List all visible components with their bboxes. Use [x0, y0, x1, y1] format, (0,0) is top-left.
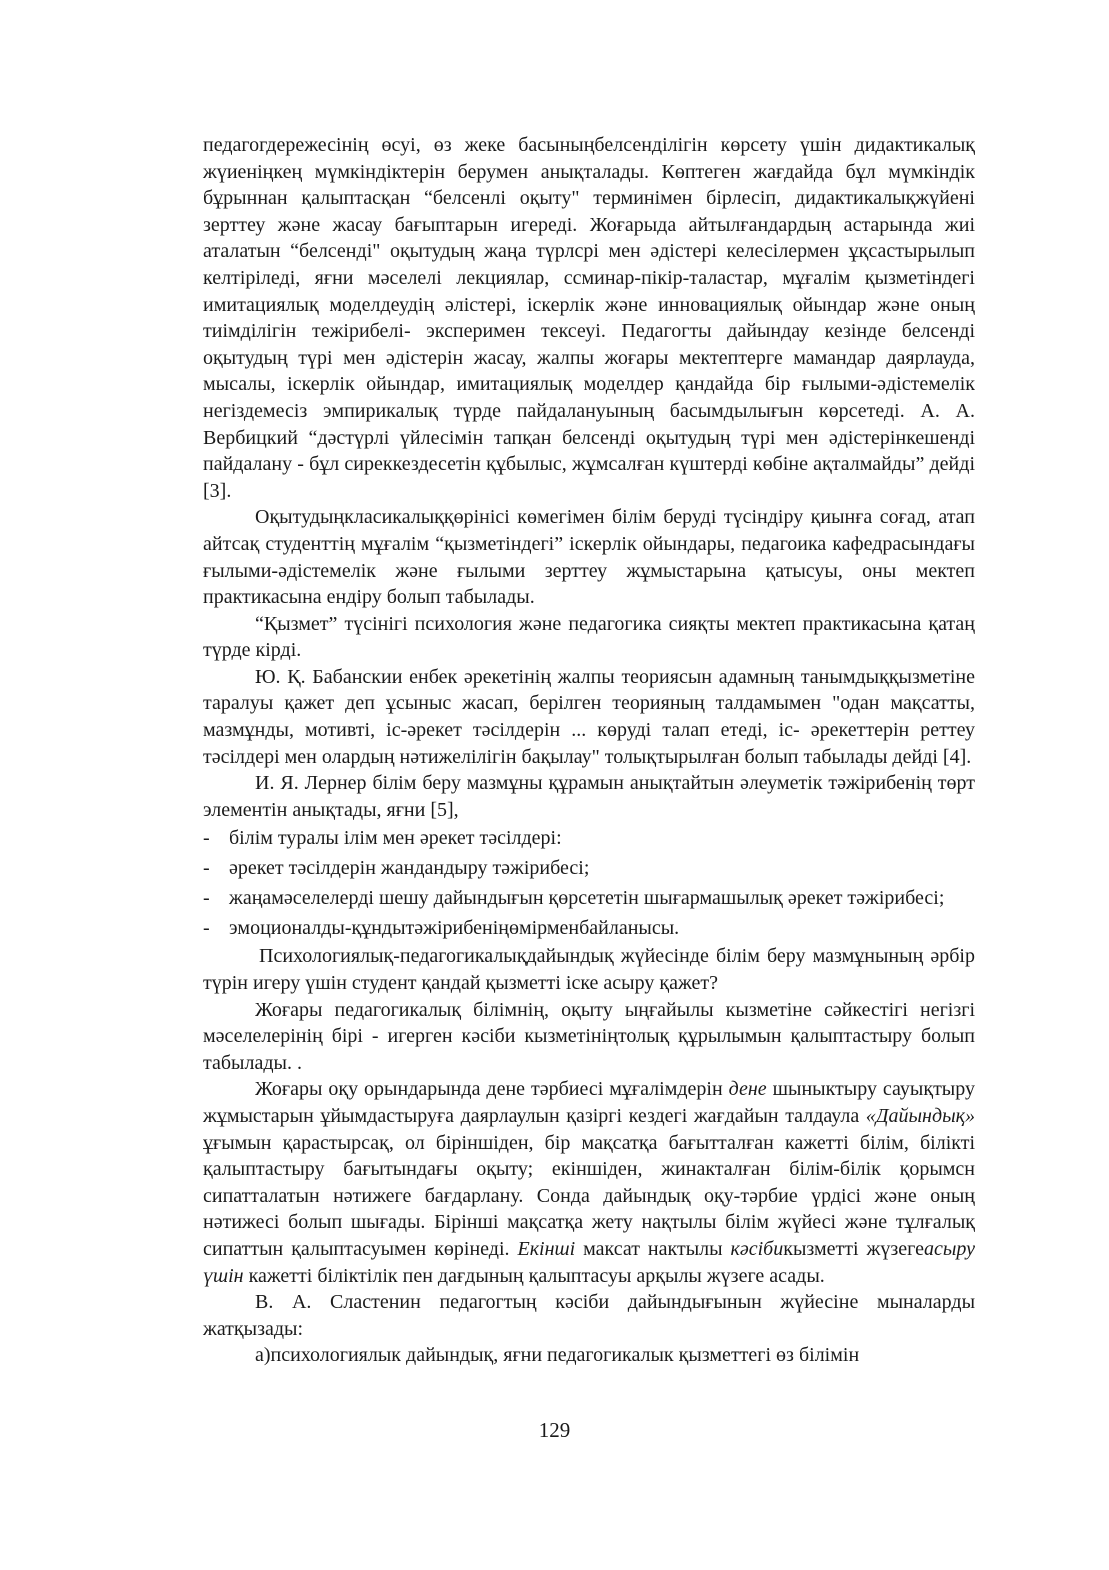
- text-run: кызметті жүзеге: [783, 1237, 924, 1260]
- paragraph: “Қызмет” түсінігі психология және педагогика сияқты мектеп практикасына қатаң түрде кірді.: [203, 612, 975, 662]
- list-item: [203, 883, 975, 913]
- paragraph: [203, 1076, 975, 1289]
- page-body: [203, 132, 975, 1369]
- text-run: шыныктыру сауықтыру жұмыстарын ұйымдастыруға даярлаулын қазіргі кездегі жағдайын талдаула: [203, 1078, 975, 1127]
- italic-run: Екінші: [517, 1237, 576, 1260]
- text-run: максат нактылы: [575, 1237, 731, 1260]
- text-run: Жоғары оқу орындарында дене тәрбиесі мұғалімдерін: [255, 1078, 729, 1101]
- paragraph: В. А. Сластенин педагогтың кәсіби дайындығынын жүйесіне мыналарды жатқызады:: [203, 1291, 975, 1340]
- list-dash: -: [203, 887, 210, 910]
- list-item-text: жаңамәселелерді шешу дайындығын қөрсететін шығармашылық әрекет тәжірибесі;: [229, 887, 945, 910]
- italic-run: дене: [728, 1078, 767, 1101]
- list-dash: -: [203, 827, 210, 850]
- text-run: кажетті біліктілік пен дағдының қалыптасуы арқылы жүзеге асады.: [243, 1264, 825, 1287]
- list-item: [203, 853, 975, 883]
- bullet-list: [203, 823, 975, 943]
- paragraph: педагогдережесінің өсуі, өз жеке басыныңбелсенділігін көрсету үшін дидактикалық жүиеніңкең мүмкіндіктерін берумен анықталады. Көптеген жағдайда бұл мүмкіндік бұрыннан қалыптасқан “белсенлі оқыту" терминімен бірлесіп, дидактикалықжүйені зерттеу және жасау бағыптарын игереді. Жоғарыда айтылғандардың астарында жиі аталатын “белсенді" оқытудың жаңа түрлсрі мен әдістері келесілермен ұқсастырылып келтіріледі, яғни мәселелі лекциялар, ссминар-пікір-таластар, мұғалім қызметіндегі имитациялық моделдеудің әлістері, іскерлік және инновациялық ойындар және оның тиімділігін тежірибелі- эксперимен тексеуі. Педагогты дайындау кезінде белсенді оқытудың түрі мен әдістерін жасау, жалпы жоғары мектептерге мамандар даярлауда, мысалы, іскерлік ойындар, имитациялық моделдер қандайда бір ғылыми-әдістемелік негіздемесіз эмпирикалық түрде пайдалануының басымдылығын көрсетеді. А. А. Вербицкий “дәстүрлі үйлесімін тапқан белсенді оқытудың түрі мен әдістерінкешенді пайдалану - бұл сиреккездесетін құбылыс, жұмсалған күштерді көбіне ақталмайды” дейді [3].: [203, 134, 975, 502]
- paragraph: Жоғары педагогикалық білімнің, оқыту ыңғайылы кызметіне сәйкестігі негізгі мәселелерінің бірі - игерген кәсіби кызметініңтолық құрылымын қалыптастыру болып табылады. .: [203, 998, 975, 1074]
- list-item: [203, 823, 975, 853]
- paragraph: а)психологиялык дайындық, яғни педагогикалык қызметтегі өз білімін: [255, 1344, 860, 1367]
- italic-run: «Дайындық»: [865, 1105, 975, 1127]
- italic-run: асыру үшін: [203, 1237, 975, 1287]
- list-item-text: білім туралы ілім мен әрекет тәсілдері:: [229, 827, 562, 850]
- page-number: 129: [538, 1418, 571, 1442]
- list-item-text: әрекет тәсілдерін жандандыру тәжірибесі;: [229, 857, 590, 880]
- paragraph: Оқытудыңкласикалыққөрінісі көмегімен білім беруді түсіндіру қиынға соғад, атап айтсақ студенттің мұғалім “қызметіндегі” іскерлік ойындары, педагоика кафедрасындағы ғылыми-әдістемелік және ғылыми зерттеу жұмыстарына қатысуы, оны мектеп практикасына ендіру болып табылады.: [203, 506, 975, 609]
- list-dash: -: [203, 917, 210, 940]
- paragraph: Ю. Қ. Бабанскии енбек әрекетінің жалпы теориясын адамның танымдыққызметіне таралуы қажет деп ұсыныс жасап, берілген теорияның талдамымен "одан мақсатты, мазмұнды, мотивті, іс-әрекет тәсілдерін ... көруді талап етеді, іс- әрекеттерін реттеу тәсілдері мен олардың нәтижелілігін бақылау" толықтырылған болып табылады дейді [4].: [203, 665, 975, 768]
- text-run: ұғымын қарастырсақ, ол біріншіден, бір мақсатқа бағытталған кажетті білім, білікті қалыптастыру бағытындағы оқыту; екіншіден, жинакталған білім-білік қорымсн сипатталатын нәтижеге бағдарлану. Сонда дайындық оқу-тәрбие үрдісі және оның нәтижесі болып шығады. Бірінші мақсатқа жету нақтылы білім жүйесі және тұлғалық сипаттын қалыптасуымен көрінеді.: [203, 1131, 975, 1260]
- list-dash: -: [203, 857, 210, 880]
- paragraph: И. Я. Лернер білім беру мазмұны құрамын анықтайтын әлеуметік тәжірибенің төрт элементін анықтады, яғни [5],: [203, 772, 975, 821]
- list-item-text: эмоционалды-құндытәжірибеніңөмірменбайланысы.: [229, 917, 680, 940]
- list-item: [203, 913, 975, 943]
- paragraph: Психологиялық-педагогикалықдайындық жүйесінде білім беру мазмұнының әрбір түрін игеру үшін студент қандай қызметті іске асыру қажет?: [203, 945, 975, 995]
- italic-run: кәсіби: [730, 1237, 784, 1260]
